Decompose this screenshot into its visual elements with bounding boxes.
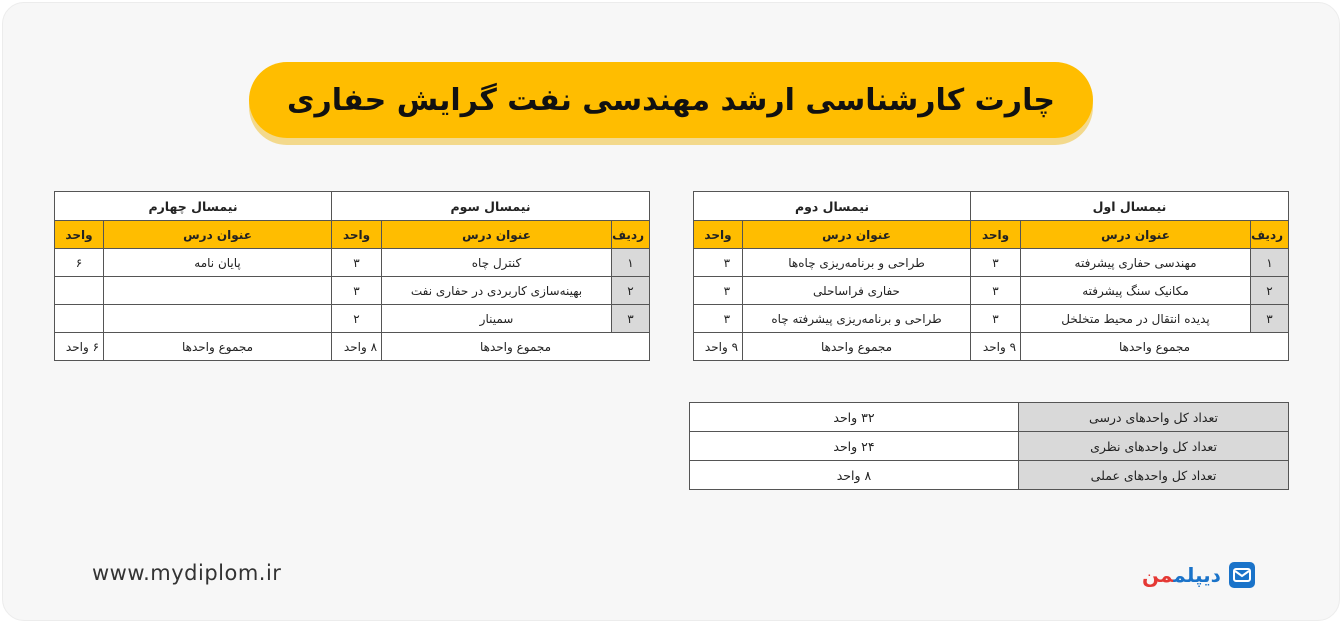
row-index: ۱ [612, 249, 650, 277]
total-label: تعداد کل واحدهای درسی [1019, 403, 1289, 432]
course-name: طراحی و برنامه‌ریزی پیشرفته چاه [743, 305, 971, 333]
course-name: مکانیک سنگ پیشرفته [1021, 277, 1251, 305]
title-banner [249, 62, 1093, 138]
semester-1-header: نیمسال اول [971, 192, 1289, 221]
course-units: ۳ [332, 277, 382, 305]
course-units: ۳ [694, 277, 743, 305]
total-label: تعداد کل واحدهای عملی [1019, 461, 1289, 490]
sum-row [694, 333, 1289, 361]
course-name: کنترل چاه [382, 249, 612, 277]
col-row-header: ردیف [612, 221, 650, 249]
total-value: ۸ واحد [690, 461, 1019, 490]
website-url[interactable]: www.mydiplom.ir [92, 561, 282, 585]
course-units [55, 305, 104, 333]
sum-label: مجموع واحدها [1021, 333, 1289, 361]
table-row [55, 305, 650, 333]
course-name: طراحی و برنامه‌ریزی چاه‌ها [743, 249, 971, 277]
table-semesters-3-4 [54, 191, 650, 361]
semester-4-header: نیمسال چهارم [55, 192, 332, 221]
table-totals [689, 402, 1289, 490]
course-units: ۳ [971, 277, 1021, 305]
col-units-header: واحد [694, 221, 743, 249]
table-row [690, 403, 1289, 432]
col-units-header: واحد [55, 221, 104, 249]
table-row [690, 461, 1289, 490]
sum-value: ۸ واحد [332, 333, 382, 361]
col-course-header: عنوان درس [1021, 221, 1251, 249]
course-name: پدیده انتقال در محیط متخلخل [1021, 305, 1251, 333]
col-course-header: عنوان درس [382, 221, 612, 249]
total-value: ۳۲ واحد [690, 403, 1019, 432]
course-units: ۳ [971, 305, 1021, 333]
sum-row [55, 333, 650, 361]
course-name [104, 277, 332, 305]
col-units-header: واحد [332, 221, 382, 249]
course-name: بهینه‌سازی کاربردی در حفاری نفت [382, 277, 612, 305]
course-units: ۳ [694, 249, 743, 277]
row-index: ۱ [1251, 249, 1289, 277]
sum-value: ۶ واحد [55, 333, 104, 361]
logo-text-part2: من [1142, 563, 1174, 587]
page-title: چارت کارشناسی ارشد مهندسی نفت گرایش حفاری [287, 82, 1055, 118]
course-units: ۶ [55, 249, 104, 277]
envelope-icon [1229, 562, 1255, 588]
semester-2-header: نیمسال دوم [694, 192, 971, 221]
table-row [690, 432, 1289, 461]
table-row [694, 277, 1289, 305]
course-units: ۳ [694, 305, 743, 333]
total-label: تعداد کل واحدهای نظری [1019, 432, 1289, 461]
logo-text-part1: دیپلم [1173, 563, 1221, 587]
total-value: ۲۴ واحد [690, 432, 1019, 461]
course-units: ۳ [971, 249, 1021, 277]
sum-label: مجموع واحدها [743, 333, 971, 361]
course-name: سمینار [382, 305, 612, 333]
sum-label: مجموع واحدها [104, 333, 332, 361]
table-row [55, 249, 650, 277]
col-row-header: ردیف [1251, 221, 1289, 249]
table-row [694, 305, 1289, 333]
row-index: ۳ [612, 305, 650, 333]
course-name: مهندسی حفاری پیشرفته [1021, 249, 1251, 277]
sum-value: ۹ واحد [971, 333, 1021, 361]
course-name [104, 305, 332, 333]
col-course-header: عنوان درس [743, 221, 971, 249]
row-index: ۲ [612, 277, 650, 305]
course-units: ۲ [332, 305, 382, 333]
brand-logo[interactable] [1142, 562, 1255, 588]
course-name: حفاری فراساحلی [743, 277, 971, 305]
course-units [55, 277, 104, 305]
row-index: ۳ [1251, 305, 1289, 333]
logo-text [1142, 563, 1221, 587]
course-name: پایان نامه [104, 249, 332, 277]
col-units-header: واحد [971, 221, 1021, 249]
table-row [55, 277, 650, 305]
semester-3-header: نیمسال سوم [332, 192, 650, 221]
sum-value: ۹ واحد [694, 333, 743, 361]
table-semesters-1-2 [693, 191, 1289, 361]
sum-label: مجموع واحدها [382, 333, 650, 361]
row-index: ۲ [1251, 277, 1289, 305]
col-course-header: عنوان درس [104, 221, 332, 249]
course-units: ۳ [332, 249, 382, 277]
table-row [694, 249, 1289, 277]
